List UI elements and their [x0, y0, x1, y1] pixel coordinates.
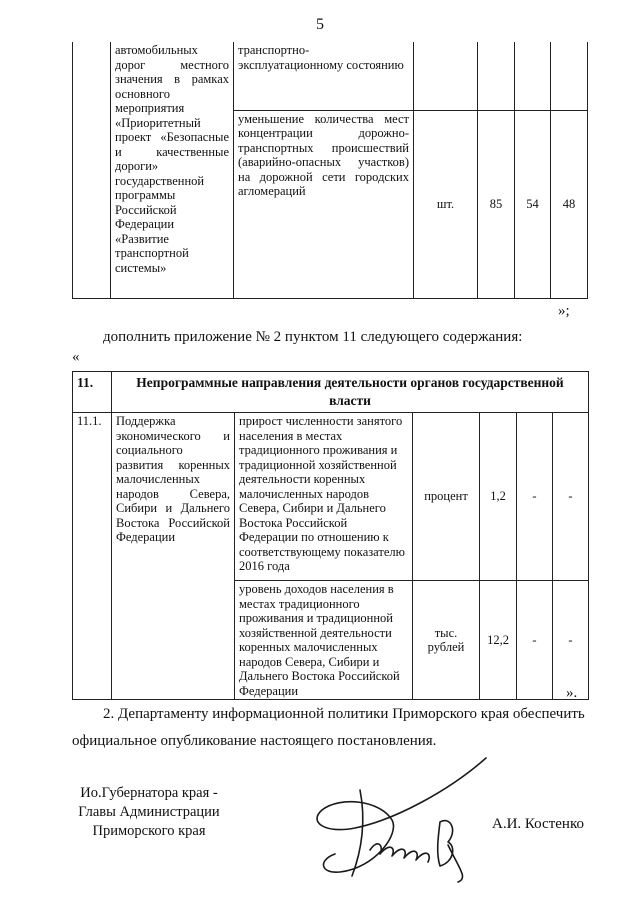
signatory-name: А.И. Костенко: [492, 816, 584, 832]
page-number: 5: [316, 16, 324, 33]
table-row: [73, 413, 589, 581]
section-number: 11.: [73, 372, 112, 413]
table-continued: [72, 42, 588, 299]
unit-cell: шт.: [414, 110, 478, 298]
indicator-cell: транспортно-эксплуатационному состоянию: [234, 42, 414, 110]
indicator-cell: прирост численности занятого населения в местах традиционного проживания и традиционной хозяйственной деятельности коренных малочисленных народов Севера, Сибири и Дальнего Востока Российской Федерации по отношению к соответствующему показателю 2016 года: [235, 413, 413, 581]
value-cell: 85: [478, 110, 515, 298]
closing-quote: ».: [566, 685, 578, 701]
program-name-cell: автомобильных дорог местного значения в рамках основного мероприятия «Приоритетный проект «Безопасные и качественные дороги» государственной программы Российской Федерации «Развитие транспортной системы»: [111, 42, 234, 298]
item-number: 11.1.: [73, 413, 112, 700]
unit-cell: [414, 42, 478, 110]
value-cell: 12,2: [480, 581, 517, 700]
value-cell: [478, 42, 515, 110]
paragraph-2-line-1: 2. Департаменту информационной политики Приморского края обеспечить: [103, 706, 585, 722]
item-name: Поддержка экономического и социального развития коренных малочисленных народов Севера, Сибири и Дальнего Востока Российской Федерации: [112, 413, 235, 700]
value-cell: -: [517, 581, 553, 700]
unit-cell: процент: [413, 413, 480, 581]
table-cell-number: [73, 42, 111, 298]
paragraph-2-line-2: официальное опубликование настоящего постановления.: [72, 733, 437, 749]
closing-quote: »;: [558, 303, 570, 319]
value-cell: -: [553, 413, 589, 581]
indicator-cell: уменьшение количества мест концентрации дорожно-транспортных происшествий (аварийно-опасных участков) на дорожной сети городских агломераций: [234, 110, 414, 298]
unit-cell: тыс. рублей: [413, 581, 480, 700]
opening-quote: «: [72, 349, 80, 365]
value-cell: -: [553, 581, 589, 700]
value-cell: [515, 42, 551, 110]
handwritten-signature: [300, 750, 490, 885]
signatory-title: Ио.Губернатора края - Главы Администрации Приморского края: [78, 785, 220, 839]
indicator-cell: уровень доходов населения в местах традиционного проживания и традиционной хозяйственной деятельности коренных малочисленных народов Севера, Сибири и Дальнего Востока Российской Федерации: [235, 581, 413, 700]
value-cell: [551, 42, 588, 110]
table-section-header: [73, 372, 589, 413]
table-appendix: [72, 371, 589, 700]
value-cell: 1,2: [480, 413, 517, 581]
value-cell: 48: [551, 110, 588, 298]
intro-text: дополнить приложение № 2 пунктом 11 следующего содержания:: [103, 329, 523, 345]
table-row: [73, 42, 588, 110]
value-cell: 54: [515, 110, 551, 298]
value-cell: -: [517, 413, 553, 581]
section-title: Непрограммные направления деятельности органов государственной власти: [112, 372, 589, 413]
